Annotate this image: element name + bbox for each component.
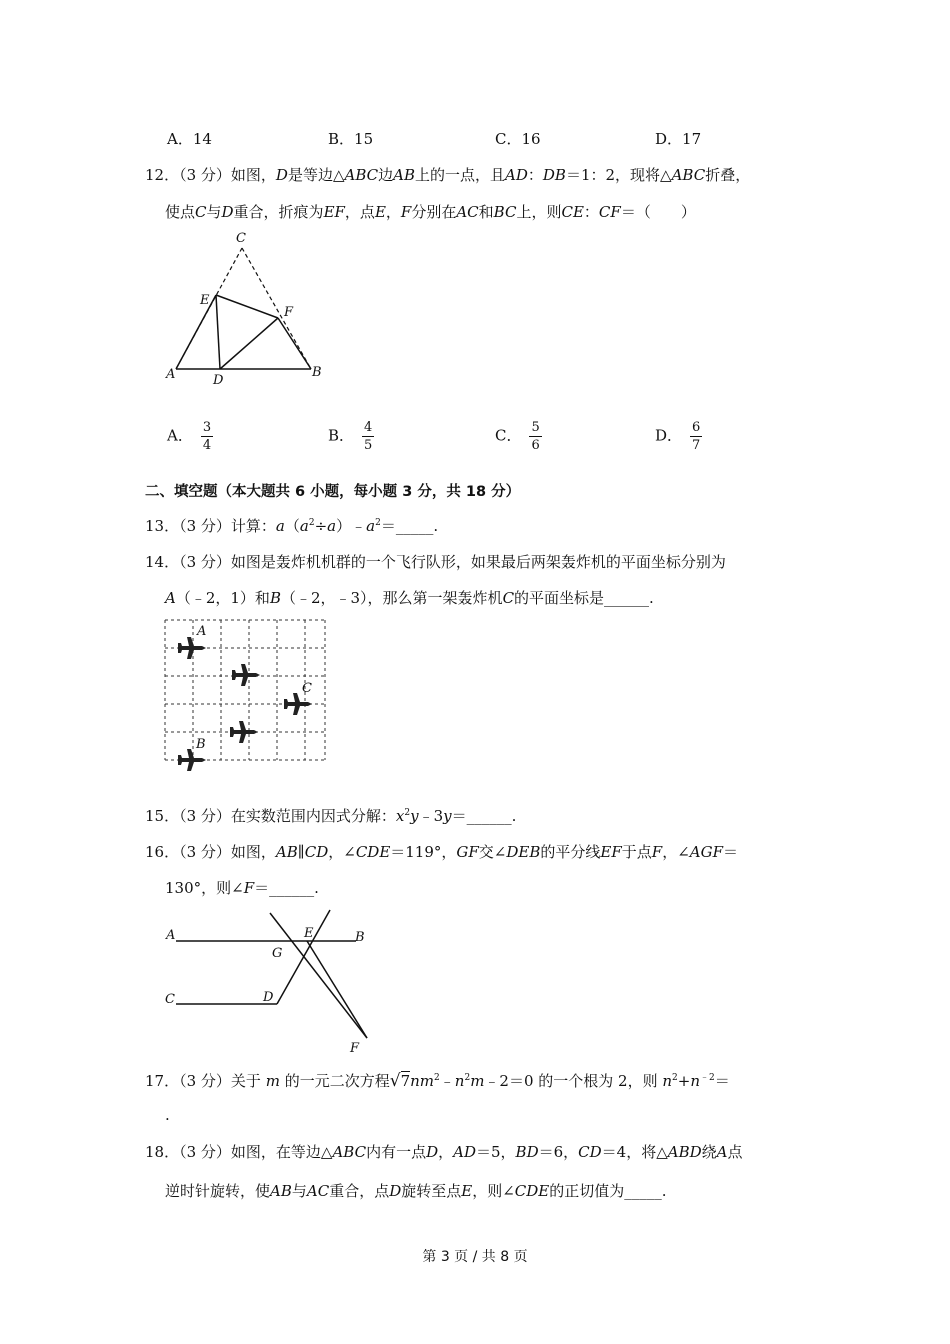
q18-line-2: 逆时针旋转，使AB与AC重合，点D旋转至点E，则∠CDE的正切值为_____. — [165, 1182, 667, 1200]
airplane-icon — [230, 721, 258, 743]
q17-line-1: 17．（3 分）关于 m 的一元二次方程$√7nm^2﹣n^2m﹣2=0$ 的一个根为 2，则 $n^2+n^{﹣2}=$ — [145, 1071, 730, 1091]
q12-label-a: A — [166, 367, 176, 382]
q18-line-1: 18．（3 分）如图，在等边△ABC内有一点D，AD＝5，BD＝6，CD＝4，将△ABD绕A点 — [145, 1143, 743, 1161]
q11-option-a: A．14 — [167, 130, 212, 148]
section-2-heading: 二、填空题（本大题共 6 小题，每小题 3 分，共 18 分） — [145, 484, 521, 500]
q12-option-b: B． $\frac{4}{5}$ — [328, 420, 373, 453]
q13-line: 13．（3 分）计算：$a(a^2\div a)﹣a^2=\_\_\_\_\_$. — [145, 517, 439, 535]
q16-label-a: A — [166, 928, 176, 943]
q16-label-g: G — [272, 946, 283, 961]
page-number-footer: 第 3 页 / 共 8 页 — [422, 1249, 528, 1265]
q16-line-1: 16．（3 分）如图，AB∥CD，∠CDE＝119°，GF交∠DEB的平分线EF于点F，∠AGF＝ — [145, 843, 739, 861]
q12-label-d: D — [213, 373, 224, 388]
q11-option-d: D．17 — [655, 130, 702, 148]
q14-label-c: C — [302, 681, 312, 696]
q14-line-1: 14．（3 分）如图是轰炸机机群的一个飞行队形，如果最后两架轰炸机的平面坐标分别为 — [145, 553, 726, 571]
q16-label-c: C — [165, 992, 175, 1007]
q16-label-f: F — [350, 1041, 360, 1056]
q16-label-e: E — [304, 926, 314, 941]
q15-line: 15．（3 分）在实数范围内因式分解：$x^2y﹣3y=\_\_\_\_\_\_$. — [145, 807, 517, 825]
q16-line-2: 130°，则∠F＝______. — [165, 879, 319, 897]
q12-option-a: A． $\frac{3}{4}$ — [167, 420, 212, 453]
q12-label-e: E — [200, 293, 210, 308]
q12-line-2: 使点C与D重合，折痕为EF，点E，F分别在AC和BC上，则CE：CF＝（ ） — [165, 203, 696, 221]
q11-option-c: C．16 — [495, 130, 541, 148]
airplane-icon — [178, 749, 206, 771]
q12-triangle-figure — [160, 228, 340, 393]
airplane-icon — [284, 693, 312, 715]
q14-label-b: B — [196, 737, 206, 752]
q12-label-b: B — [312, 365, 322, 380]
q14-grid-figure — [160, 615, 335, 775]
airplane-icon — [178, 637, 206, 659]
q16-parallel-lines-figure — [160, 905, 380, 1060]
q11-option-b: B．15 — [328, 130, 374, 148]
q12-line-1: 12．（3 分）如图，D是等边△ABC边AB上的一点，且AD：DB＝1：2，现将△ABC折叠， — [145, 166, 751, 184]
q12-label-f: F — [284, 305, 294, 320]
q16-label-d: D — [263, 990, 274, 1005]
q14-label-a: A — [197, 624, 207, 639]
airplane-icon — [232, 664, 260, 686]
q12-label-c: C — [236, 231, 246, 246]
q16-label-b: B — [355, 930, 365, 945]
q17-line-2: . — [165, 1106, 170, 1124]
q14-line-2: A（﹣2，1）和B（﹣2，﹣3），那么第一架轰炸机C的平面坐标是______. — [165, 589, 654, 607]
q12-option-d: D． $\frac{6}{7}$ — [655, 420, 701, 453]
q12-option-c: C． $\frac{5}{6}$ — [495, 420, 540, 453]
